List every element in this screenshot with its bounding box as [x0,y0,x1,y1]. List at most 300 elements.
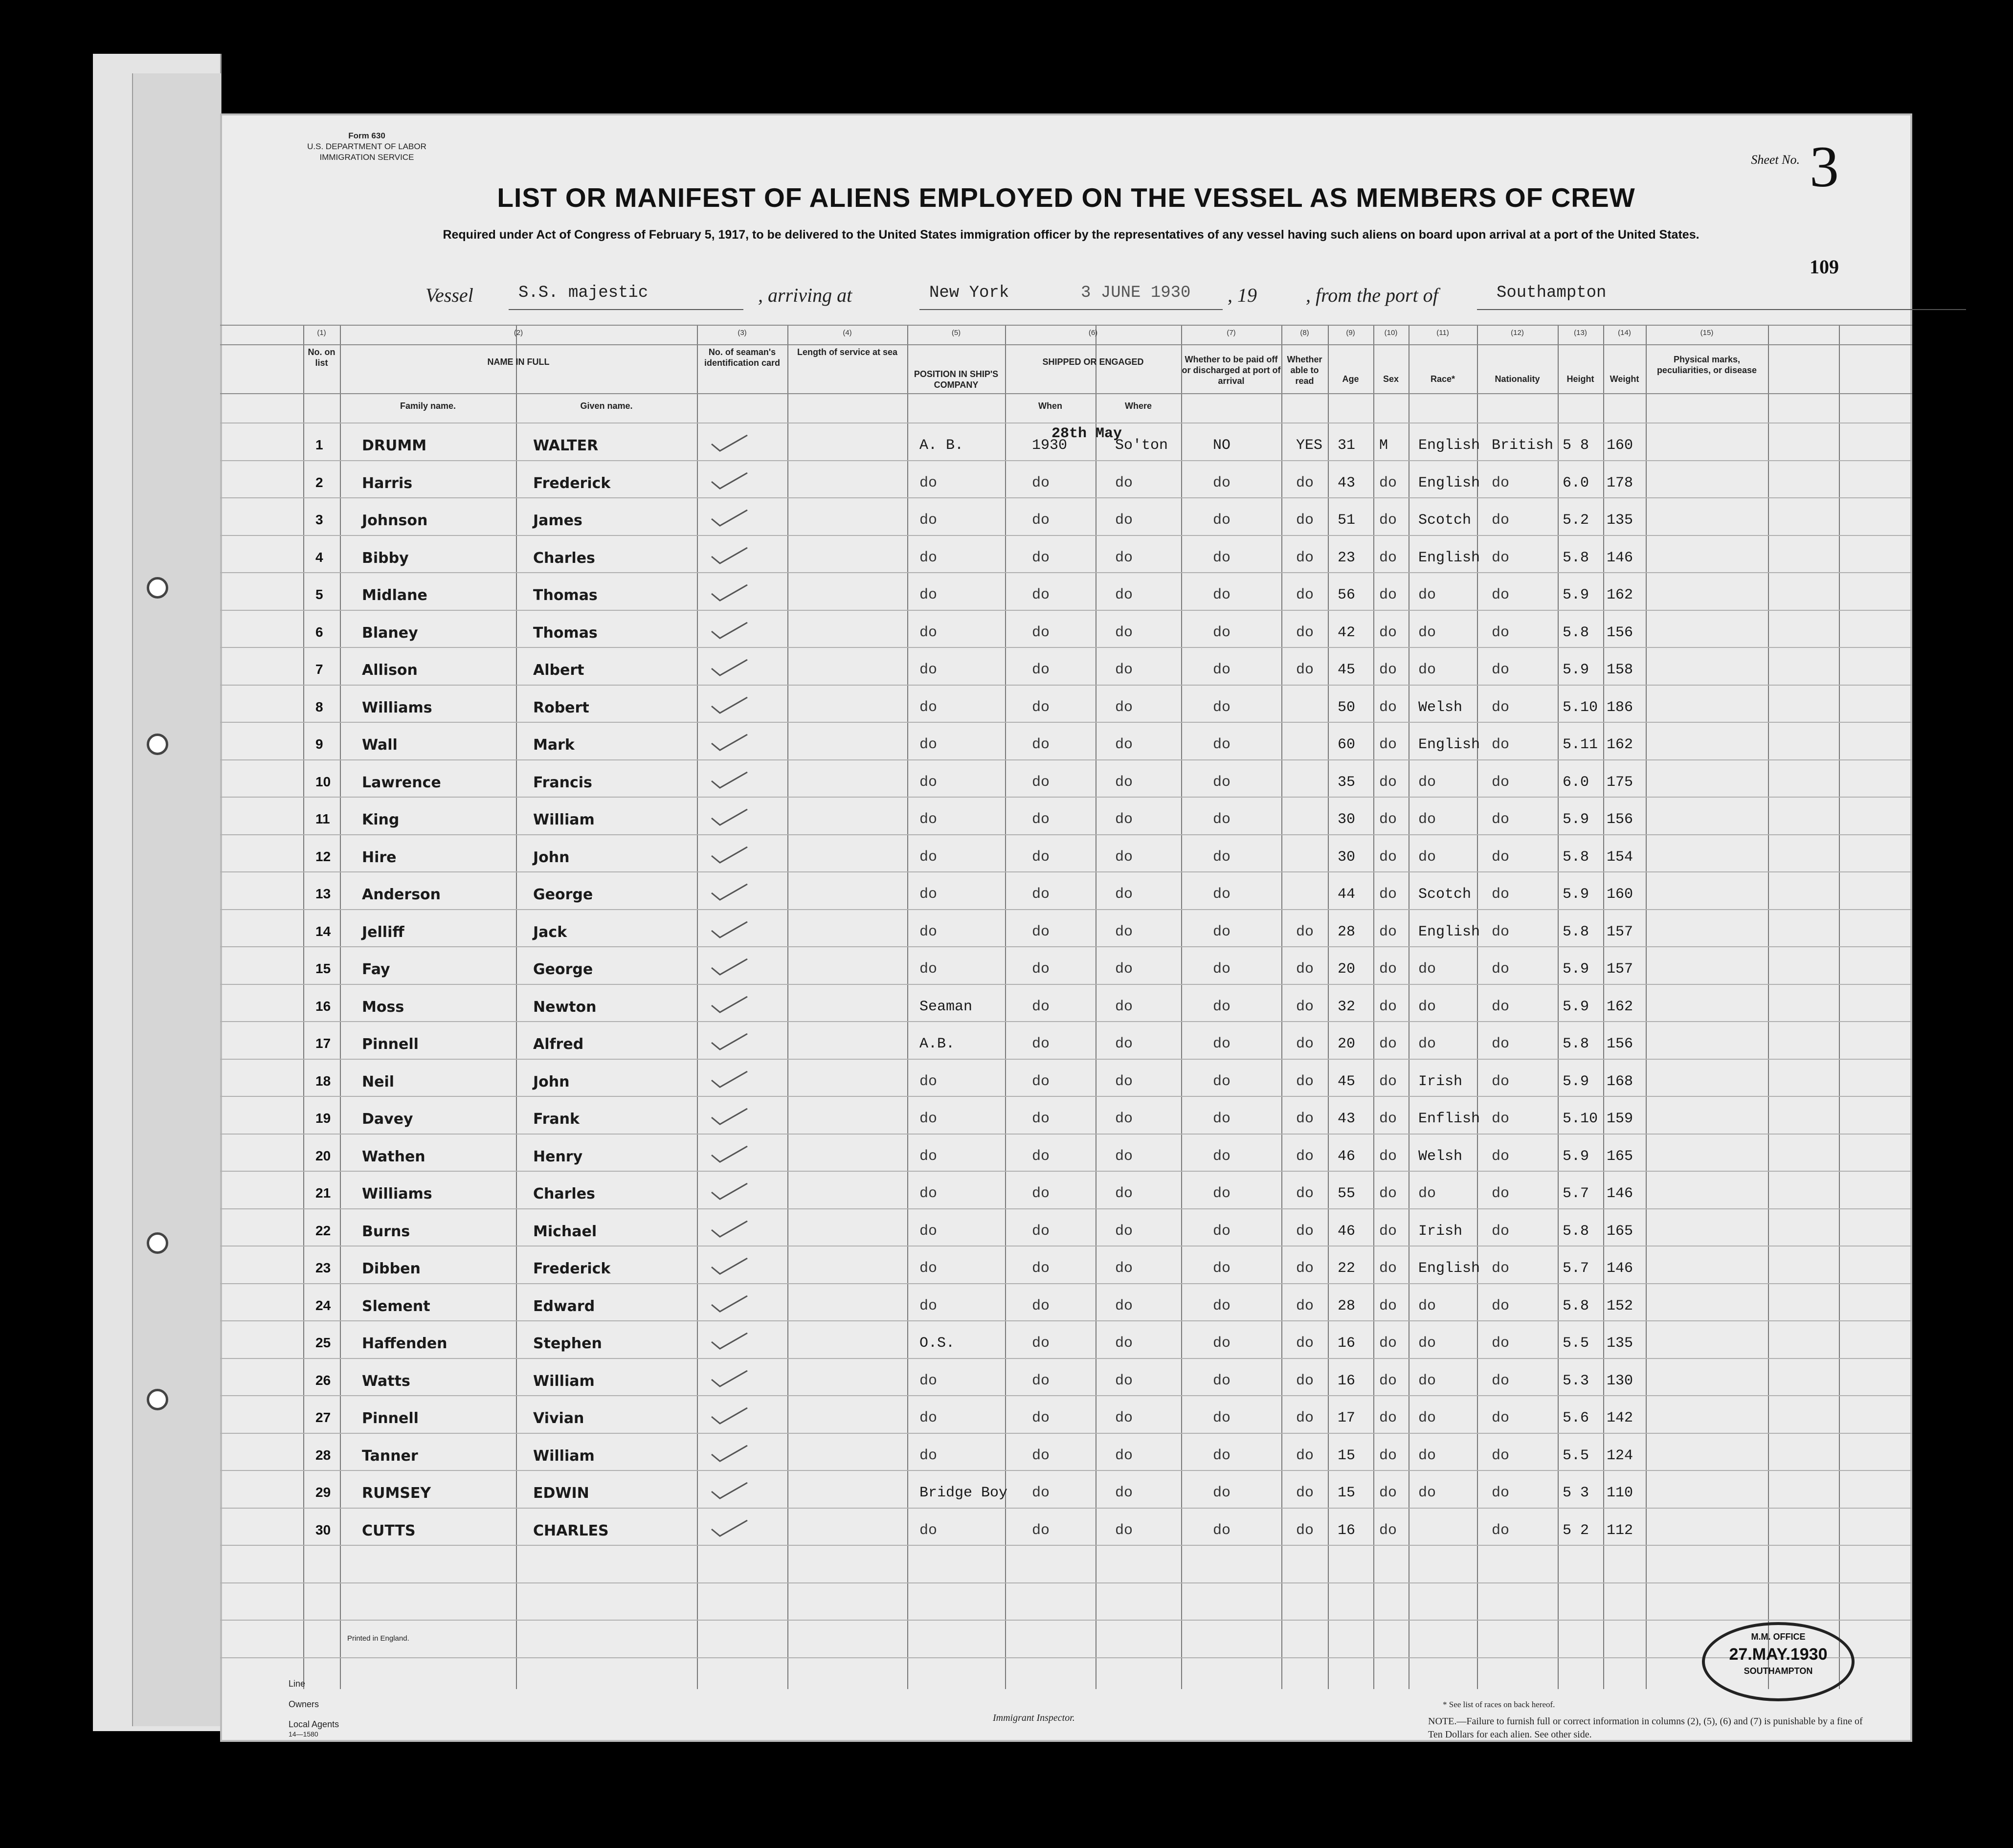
cell-family: Pinnell [362,1410,419,1427]
cell-family: Anderson [362,886,441,903]
cell-height: 5 2 [1563,1522,1589,1539]
cell-where: do [1115,1335,1133,1352]
stamp-top: M.M. OFFICE [1751,1632,1806,1642]
row-rule [220,497,1912,498]
cell-age: 43 [1338,1111,1356,1127]
cell-weight: 168 [1607,1073,1633,1090]
cell-nationality: do [1492,662,1510,678]
check-mark-icon [709,733,748,752]
row-rule [220,685,1912,686]
cell-age: 50 [1338,699,1356,716]
cell-paid: do [1213,1485,1231,1501]
cell-height: 5.9 [1563,1148,1589,1165]
header-sex: Sex [1383,374,1399,384]
cell-sex: do [1379,512,1397,529]
cell-read: do [1296,1036,1314,1052]
cell-race: do [1418,1185,1436,1202]
check-mark-icon [709,546,748,565]
cell-when: do [1032,512,1050,529]
header-nationality: Nationality [1495,374,1540,384]
cell-given: Francis [533,774,592,791]
cell-when: do [1032,1447,1050,1464]
cell-when: do [1032,624,1050,641]
cell-when: do [1032,1185,1050,1202]
form-header [289,131,445,163]
col-rule [1281,325,1282,1689]
header-shipped: SHIPPED OR ENGAGED [1042,357,1144,367]
cell-read: do [1296,587,1314,603]
cell-no: 20 [315,1148,331,1163]
cell-position: do [919,624,938,641]
arriving-port: New York [929,284,1009,302]
cell-race: Irish [1418,1223,1463,1240]
check-mark-icon [709,1444,748,1463]
cell-height: 5.8 [1563,624,1589,641]
check-mark-icon [709,1219,748,1239]
owners-label: Owners [289,1699,319,1709]
row-rule [220,1134,1912,1135]
cell-where: do [1115,587,1133,603]
cell-race: do [1418,662,1436,678]
printed-note: Printed in England. [347,1634,409,1643]
cell-position: do [919,736,938,753]
cell-paid: do [1213,774,1231,791]
cell-position: do [919,1111,938,1127]
department: U.S. DEPARTMENT OF LABOR [307,142,426,151]
cell-family: CUTTS [362,1522,416,1539]
cell-height: 5.8 [1563,1297,1589,1314]
cell-position: do [919,587,938,603]
cell-given: Frank [533,1111,580,1128]
cell-sex: do [1379,1372,1397,1389]
check-mark-icon [709,770,748,790]
cell-height: 5.10 [1563,1111,1598,1127]
cell-when: do [1032,1111,1050,1127]
column-number: (6) [1088,329,1098,337]
cell-read: do [1296,1223,1314,1240]
cell-given: Edward [533,1297,595,1315]
column-number: (7) [1227,329,1236,337]
cell-given: John [533,1073,570,1091]
cell-age: 17 [1338,1410,1356,1426]
cell-race: do [1418,998,1436,1015]
cell-no: 12 [315,848,331,864]
cell-position: do [919,699,938,716]
cell-sex: do [1379,549,1397,566]
agents-label: Local Agents [289,1719,339,1729]
cell-race: do [1418,624,1436,641]
cell-nationality: do [1492,1335,1510,1352]
cell-no: 10 [315,774,331,789]
cell-race: do [1418,1036,1436,1052]
column-number: (9) [1346,329,1355,337]
cell-family: DRUMM [362,437,427,454]
cell-given: William [533,811,595,828]
cell-no: 25 [315,1335,331,1350]
cell-read: do [1296,1522,1314,1539]
cell-sex: do [1379,1297,1397,1314]
cell-position: do [919,886,938,903]
cell-weight: 160 [1607,437,1633,454]
cell-no: 22 [315,1223,331,1238]
cell-position: do [919,961,938,978]
cell-height: 5.8 [1563,923,1589,940]
underline-arriving [919,309,1223,310]
cell-given: Thomas [533,624,598,642]
cell-age: 31 [1338,437,1356,454]
cell-no: 11 [315,811,330,826]
row-rule [220,1208,1912,1209]
cell-paid: do [1213,736,1231,753]
cell-weight: 146 [1607,1260,1633,1277]
cell-race: English [1418,736,1480,753]
cell-sex: do [1379,699,1397,716]
cell-weight: 175 [1607,774,1633,791]
sheet-label: Sheet No. [1751,153,1800,167]
cell-family: Haffenden [362,1335,447,1352]
cell-weight: 135 [1607,512,1633,529]
cell-where: do [1115,662,1133,678]
column-number: (1) [317,329,326,337]
cell-nationality: do [1492,1223,1510,1240]
cell-weight: 178 [1607,474,1633,491]
cell-family: Lawrence [362,774,441,791]
cell-where: do [1115,811,1133,828]
cell-when: do [1032,1297,1050,1314]
cell-where: do [1115,512,1133,529]
cell-race: English [1418,923,1480,940]
cell-where: do [1115,998,1133,1015]
cell-weight: 154 [1607,848,1633,866]
cell-when: do [1032,961,1050,978]
cell-weight: 146 [1607,1185,1633,1202]
cell-where: do [1115,1148,1133,1165]
row-rule [220,325,1912,326]
col-rule [1477,325,1478,1689]
cell-height: 5.9 [1563,1073,1589,1090]
row-rule [220,1620,1912,1621]
cell-age: 56 [1338,587,1356,603]
check-mark-icon [709,1256,748,1276]
cell-family: Jelliff [362,923,404,941]
check-mark-icon [709,1181,748,1201]
cell-sex: do [1379,811,1397,828]
cell-weight: 156 [1607,1036,1633,1052]
cell-weight: 165 [1607,1223,1633,1240]
row-rule [220,1470,1912,1471]
cell-nationality: do [1492,699,1510,716]
cell-race: do [1418,1485,1436,1501]
check-mark-icon [709,1331,748,1351]
cell-paid: do [1213,549,1231,566]
row-rule [220,1096,1912,1097]
cell-sex: do [1379,662,1397,678]
cell-read: do [1296,1260,1314,1277]
cell-given: Henry [533,1148,583,1165]
cell-no: 13 [315,886,331,901]
col-rule [787,325,788,1689]
cell-age: 22 [1338,1260,1356,1277]
row-rule [220,460,1912,461]
cell-height: 5.10 [1563,699,1598,716]
cell-race: do [1418,587,1436,603]
cell-weight: 110 [1607,1485,1633,1501]
cell-paid: NO [1213,437,1231,454]
header-seaman-card: No. of seaman's identification card [704,347,781,368]
cell-age: 23 [1338,549,1356,566]
cell-nationality: do [1492,1522,1510,1539]
cell-given: George [533,886,593,903]
cell-when: do [1032,1036,1050,1052]
cell-where: do [1115,1485,1133,1501]
check-mark-icon [709,508,748,528]
service: IMMIGRATION SERVICE [319,153,414,162]
row-rule [220,797,1912,798]
cell-no: 6 [315,624,323,640]
column-number: (11) [1436,329,1449,337]
header-name-in-full: NAME IN FULL [487,357,550,367]
cell-given: Stephen [533,1335,602,1352]
header-position: POSITION IN SHIP'S COMPANY [914,369,999,390]
row-rule [220,1021,1912,1022]
cell-read: do [1296,1410,1314,1426]
inspector-label: Immigrant Inspector. [993,1713,1075,1723]
cell-no: 19 [315,1111,331,1126]
row-rule [220,535,1912,536]
cell-when: do [1032,998,1050,1015]
cell-age: 28 [1338,1297,1356,1314]
cell-no: 7 [315,662,323,677]
cell-given: John [533,848,570,866]
col-rule [1603,325,1604,1689]
cell-sex: do [1379,736,1397,753]
cell-when: do [1032,1410,1050,1426]
cell-where: do [1115,1297,1133,1314]
col-rule [1768,325,1769,1689]
header-where: Where [1124,401,1152,411]
cell-weight: 165 [1607,1148,1633,1165]
cell-height: 5.5 [1563,1447,1589,1464]
header-able-read: Whether able to read [1287,355,1322,386]
cell-weight: 112 [1607,1522,1633,1539]
column-number: (8) [1300,329,1309,337]
cell-where: do [1115,961,1133,978]
cell-position: do [919,1223,938,1240]
check-mark-icon [709,995,748,1014]
header-weight: Weight [1610,374,1639,384]
check-mark-icon [709,658,748,677]
cell-where: do [1115,1522,1133,1539]
cell-position: do [919,512,938,529]
punch-hole [147,1389,168,1410]
header-age: Age [1342,374,1359,384]
cell-age: 45 [1338,1073,1356,1090]
check-mark-icon [709,845,748,865]
cell-weight: 162 [1607,736,1633,753]
cell-nationality: do [1492,923,1510,940]
cell-sex: do [1379,998,1397,1015]
cell-height: 5.9 [1563,998,1589,1015]
cell-height: 5.7 [1563,1185,1589,1202]
cell-nationality: do [1492,886,1510,903]
cell-sex: do [1379,587,1397,603]
cell-height: 5.3 [1563,1372,1589,1389]
cell-where: do [1115,1185,1133,1202]
cell-height: 5.5 [1563,1335,1589,1352]
cell-no: 30 [315,1522,331,1537]
cell-given: George [533,961,593,978]
cell-when: do [1032,1073,1050,1090]
cell-sex: do [1379,1410,1397,1426]
cell-race: do [1418,961,1436,978]
cell-family: RUMSEY [362,1485,431,1502]
cell-read: do [1296,1148,1314,1165]
row-rule [220,946,1912,947]
cell-weight: 130 [1607,1372,1633,1389]
cell-sex: do [1379,1036,1397,1052]
cell-where: do [1115,699,1133,716]
column-number: (4) [843,329,852,337]
cell-where: do [1115,736,1133,753]
check-mark-icon [709,1069,748,1089]
punch-hole [147,577,168,599]
cell-sex: do [1379,1485,1397,1501]
cell-race: English [1418,549,1480,566]
row-rule [220,909,1912,910]
cell-family: Wathen [362,1148,425,1165]
from-label: , from the port of [1306,284,1438,306]
cell-weight: 124 [1607,1447,1633,1464]
cell-position: do [919,1148,938,1165]
row-rule [220,344,1912,345]
cell-where: do [1115,1260,1133,1277]
row-rule [220,1395,1912,1396]
cell-sex: do [1379,1111,1397,1127]
cell-race: do [1418,1372,1436,1389]
cell-family: Harris [362,474,413,492]
cell-sex: do [1379,923,1397,940]
from-port: Southampton [1497,284,1607,302]
cell-no: 3 [315,512,323,527]
cell-when: do [1032,1335,1050,1352]
vessel-row [220,280,1912,309]
row-rule [220,1657,1912,1658]
cell-height: 5.8 [1563,1036,1589,1052]
cell-weight: 152 [1607,1297,1633,1314]
cell-read: do [1296,549,1314,566]
cell-sex: do [1379,1223,1397,1240]
cell-read: do [1296,662,1314,678]
row-rule [220,1545,1912,1546]
check-mark-icon [709,583,748,602]
cell-paid: do [1213,1148,1231,1165]
cell-when: do [1032,736,1050,753]
cell-age: 43 [1338,474,1356,491]
cell-sex: do [1379,774,1397,791]
row-rule [220,1246,1912,1247]
cell-no: 21 [315,1185,331,1201]
header-length-service: Length of service at sea [797,347,898,357]
cell-read: YES [1296,437,1323,454]
cell-read: do [1296,512,1314,529]
cell-paid: do [1213,1111,1231,1127]
cell-no: 5 [315,587,323,602]
cell-weight: 156 [1607,624,1633,641]
cell-race: do [1418,1297,1436,1314]
cell-read: do [1296,998,1314,1015]
check-mark-icon [709,1518,748,1538]
cell-paid: do [1213,1260,1231,1277]
footer-labels [289,1629,339,1739]
cell-height: 5.9 [1563,886,1589,903]
cell-where: do [1115,1036,1133,1052]
cell-paid: do [1213,512,1231,529]
check-mark-icon [709,695,748,715]
cell-height: 5.9 [1563,961,1589,978]
cell-family: Allison [362,662,418,679]
cell-weight: 162 [1607,587,1633,603]
column-number: (5) [951,329,961,337]
cell-read: do [1296,1111,1314,1127]
cell-race: English [1418,1260,1480,1277]
shipped-header-date: 28th May [1051,425,1122,442]
col-rule [303,325,304,1689]
page-number: 109 [1810,256,1839,278]
cell-height: 5.8 [1563,549,1589,566]
underline-vessel [509,309,743,310]
cell-nationality: do [1492,512,1510,529]
col-rule [907,325,908,1689]
line-label: Line [289,1679,306,1689]
cell-nationality: do [1492,848,1510,866]
cell-family: Blaney [362,624,418,642]
cell-paid: do [1213,587,1231,603]
check-mark-icon [709,807,748,827]
cell-nationality: do [1492,736,1510,753]
cell-given: Albert [533,662,584,679]
cell-when: do [1032,848,1050,866]
cell-age: 20 [1338,961,1356,978]
cell-when: do [1032,1372,1050,1389]
col-rule [1328,325,1329,1689]
punch-hole [147,734,168,755]
crew-table [220,325,1912,1689]
row-rule [220,759,1912,760]
cell-no: 28 [315,1447,331,1463]
row-rule [220,1433,1912,1434]
cell-race: do [1418,774,1436,791]
page-title: LIST OR MANIFEST OF ALIENS EMPLOYED ON THE VESSEL AS MEMBERS OF CREW [497,182,1635,213]
cell-family: Wall [362,736,398,754]
col-rule [1839,325,1840,1689]
cell-where: do [1115,1073,1133,1090]
vessel-name: S.S. majestic [518,284,649,302]
cell-position: Bridge Boy [919,1485,1008,1501]
cell-height: 6.0 [1563,774,1589,791]
cell-height: 6.0 [1563,474,1589,491]
cell-height: 5.9 [1563,811,1589,828]
cell-read: do [1296,1372,1314,1389]
cell-sex: do [1379,474,1397,491]
col-rule [340,325,341,1689]
cell-nationality: do [1492,1260,1510,1277]
cell-paid: do [1213,699,1231,716]
cell-given: Thomas [533,587,598,604]
cell-family: Moss [362,998,404,1016]
cell-where: So'ton [1115,437,1168,454]
cell-when: do [1032,774,1050,791]
cell-no: 24 [315,1297,331,1313]
